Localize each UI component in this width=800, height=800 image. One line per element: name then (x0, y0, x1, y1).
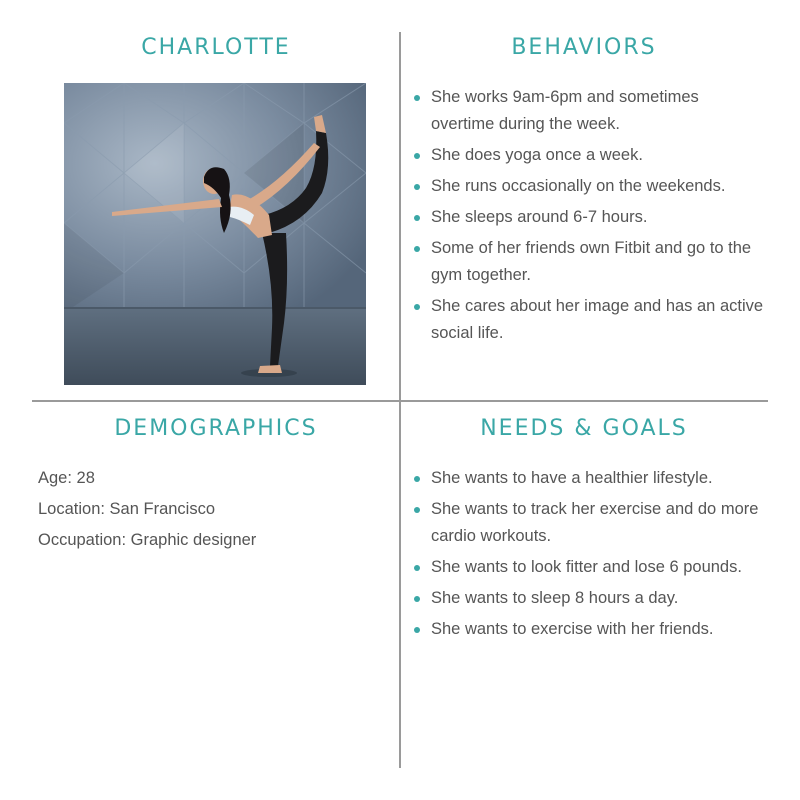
needs-goals-title: NEEDS & GOALS (480, 416, 688, 441)
need-goal-item: She wants to have a healthier lifestyle. (414, 465, 764, 492)
persona-photo (64, 83, 366, 385)
need-goal-item: She wants to track her exercise and do more cardio workouts. (414, 496, 764, 550)
need-goal-item: She wants to exercise with her friends. (414, 616, 764, 643)
needs-goals-list (414, 465, 764, 647)
horizontal-divider (32, 400, 768, 402)
demographics-occupation: Occupation: Graphic designer (38, 531, 257, 549)
behaviors-title: BEHAVIORS (511, 35, 657, 60)
need-goal-item: She wants to look fitter and lose 6 pounds. (414, 554, 764, 581)
demographics-title: DEMOGRAPHICS (114, 416, 318, 441)
behavior-item: She sleeps around 6-7 hours. (414, 204, 764, 231)
demographics-age: Age: 28 (38, 469, 95, 487)
persona-name: CHARLOTTE (141, 35, 291, 60)
behaviors-list (414, 84, 764, 351)
demographics-details (38, 465, 256, 558)
behavior-item: She cares about her image and has an active social life. (414, 293, 764, 347)
behavior-item: Some of her friends own Fitbit and go to the gym together. (414, 235, 764, 289)
need-goal-item: She wants to sleep 8 hours a day. (414, 585, 764, 612)
behavior-item: She does yoga once a week. (414, 142, 764, 169)
behavior-item: She works 9am-6pm and sometimes overtime during the week. (414, 84, 764, 138)
demographics-location: Location: San Francisco (38, 500, 216, 518)
behavior-item: She runs occasionally on the weekends. (414, 173, 764, 200)
